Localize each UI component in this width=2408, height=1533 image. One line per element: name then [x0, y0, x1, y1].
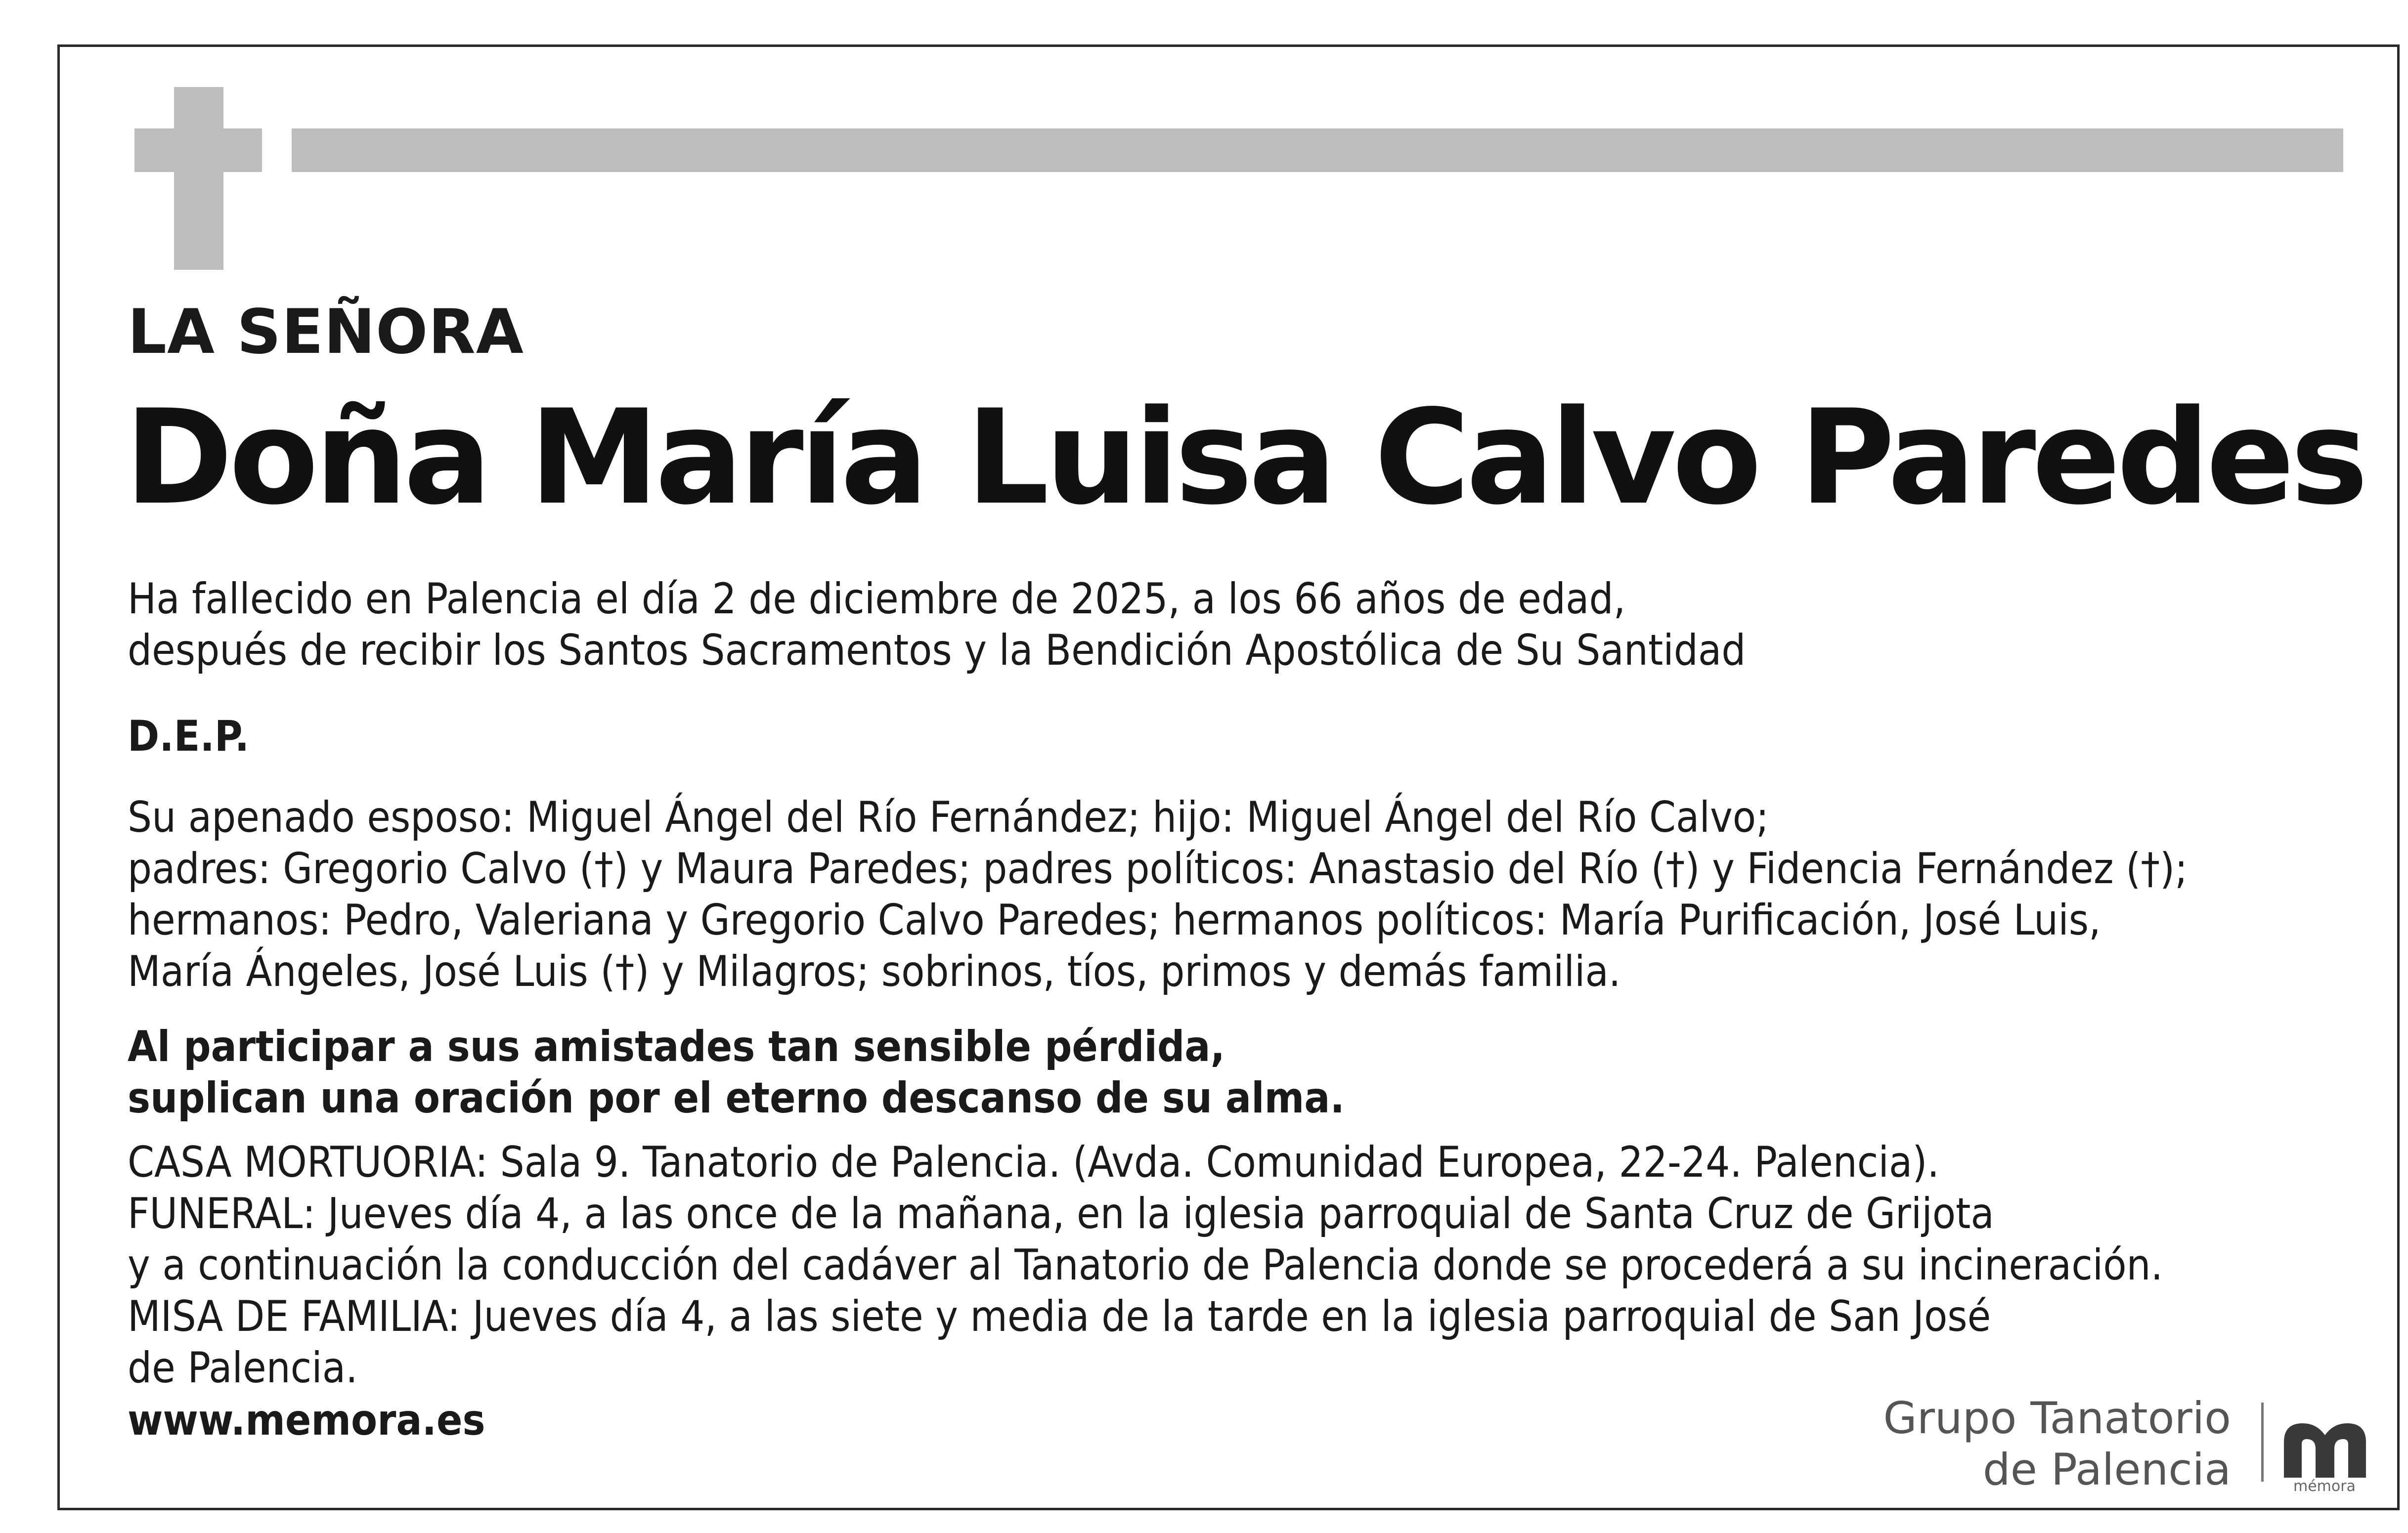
- family-line: María Ángeles, José Luis (†) y Milagros; sobrinos, tíos, primos y demás familia.: [128, 947, 1621, 996]
- family-line: Su apenado esposo: Miguel Ángel del Río Fernández; hijo: Miguel Ángel del Río Calvo;: [128, 793, 1769, 842]
- intro-line: Ha fallecido en Palencia el día 2 de diciembre de 2025, a los 66 años de edad,: [128, 574, 1626, 624]
- intro-paragraph: [128, 573, 1746, 676]
- info-line: de Palencia.: [128, 1343, 358, 1393]
- logo-divider: [2261, 1403, 2264, 1482]
- info-line: y a continuación la conducción del cadáver al Tanatorio de Palencia donde se procederá a su incineración.: [128, 1240, 2163, 1290]
- website-link[interactable]: www.memora.es: [128, 1396, 485, 1445]
- memora-logo-icon: [2279, 1413, 2371, 1488]
- info-line: MISA DE FAMILIA: Jueves día 4, a las siete y media de la tarde en la iglesia parroquial de San José: [128, 1292, 1991, 1341]
- header-rule: [292, 128, 2343, 172]
- family-line: padres: Gregorio Calvo (†) y Maura Paredes; padres políticos: Anastasio del Río (†) y Fidencia Fernández (†);: [128, 844, 2188, 894]
- prayer-line: suplican una oración por el eterno descanso de su alma.: [128, 1073, 1345, 1123]
- prayer-paragraph: [128, 1021, 1345, 1124]
- prayer-line: Al participar a sus amistades tan sensible pérdida,: [128, 1022, 1225, 1071]
- logo-brand: mémora: [2293, 1478, 2356, 1495]
- cross-icon-arm: [134, 128, 262, 172]
- family-line: hermanos: Pedro, Valeriana y Gregorio Calvo Paredes; hermanos políticos: María Purificación, José Luis,: [128, 895, 2101, 945]
- logo-line-1: Grupo Tanatorio: [1883, 1393, 2231, 1444]
- logo-line-2: de Palencia: [1982, 1444, 2231, 1495]
- deceased-name: Doña María Luisa Calvo Paredes: [125, 382, 2364, 534]
- service-info: [128, 1137, 2163, 1394]
- intro-line: después de recibir los Santos Sacramentos y la Bendición Apostólica de Su Santidad: [128, 626, 1746, 675]
- notice-heading: LA SEÑORA: [128, 297, 524, 368]
- cross-icon: [174, 87, 223, 270]
- info-line: CASA MORTUORIA: Sala 9. Tanatorio de Palencia. (Avda. Comunidad Europea, 22-24. Palencia).: [128, 1138, 1939, 1187]
- dep-label: D.E.P.: [128, 712, 250, 761]
- info-line: FUNERAL: Jueves día 4, a las once de la mañana, en la iglesia parroquial de Santa Cruz de Grijota: [128, 1189, 1994, 1238]
- family-paragraph: [128, 792, 2188, 997]
- tanatorio-logo-text: [1883, 1393, 2231, 1495]
